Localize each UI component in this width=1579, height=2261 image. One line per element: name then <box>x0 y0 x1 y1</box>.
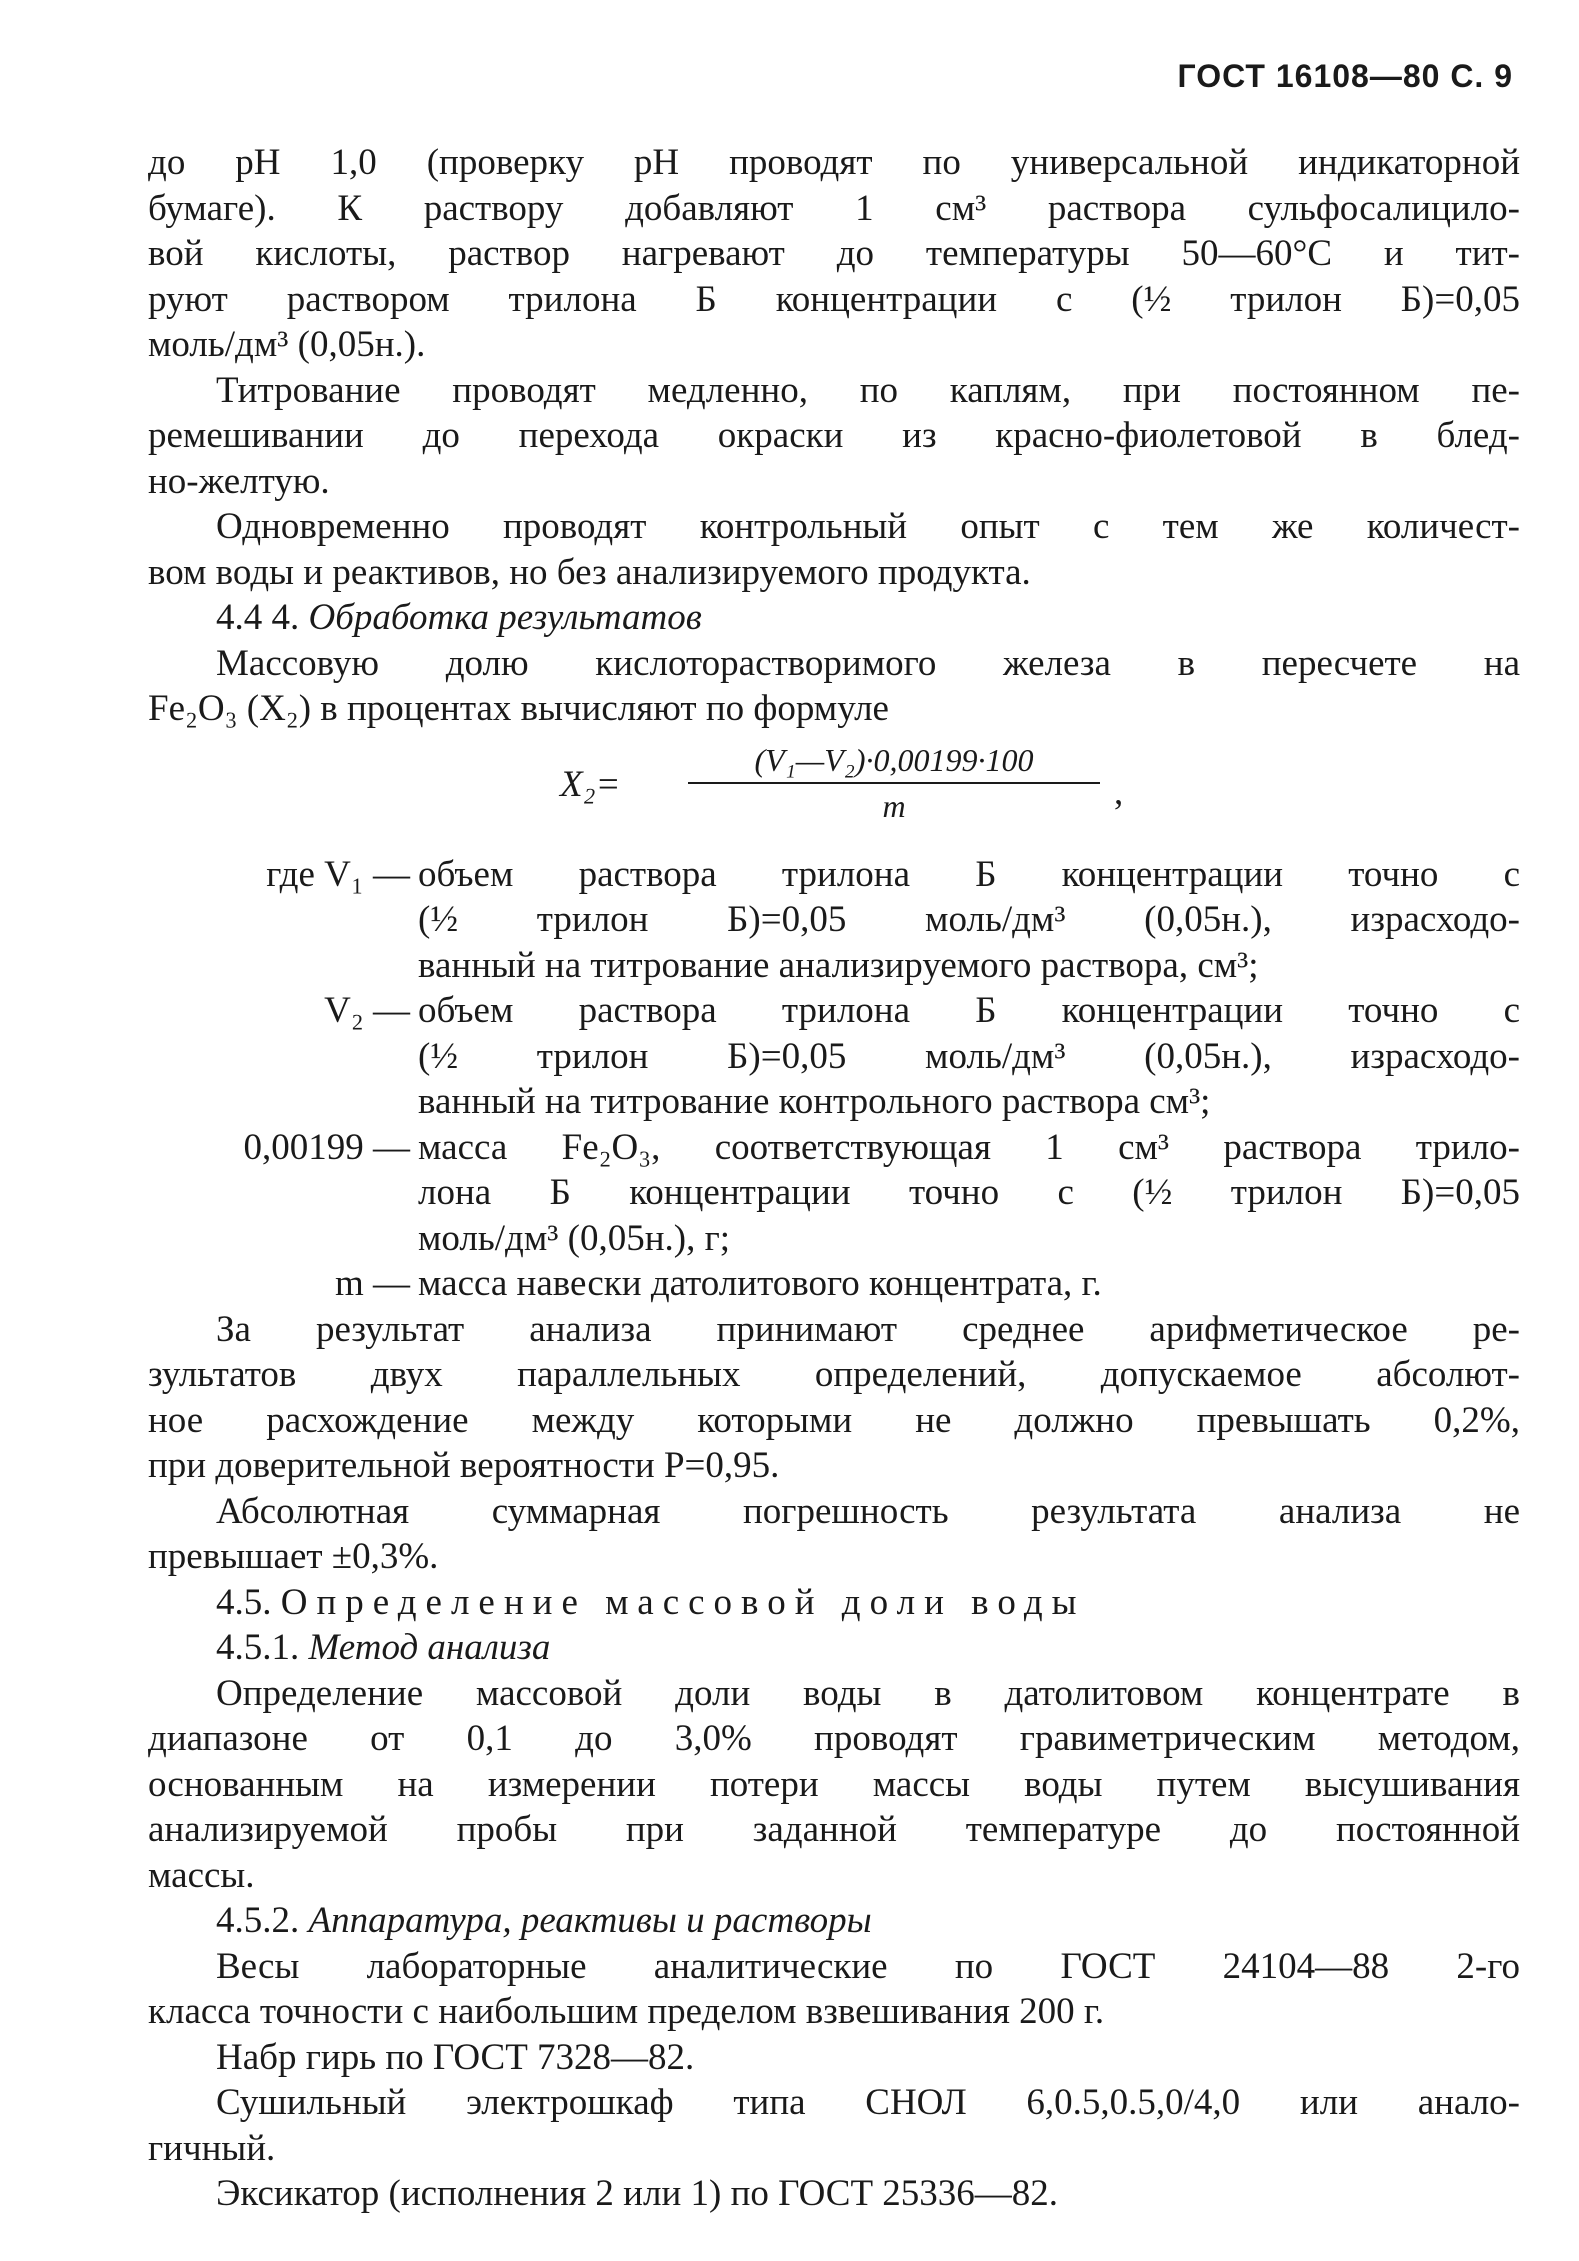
definition-description <box>410 1125 1520 1262</box>
text-line: анализируемой пробы при заданной температуре до постоянной <box>148 1809 1520 1850</box>
text-line: бумаге). К раствору добавляют 1 см³ раствора сульфосалицило- <box>148 187 1520 229</box>
text-line: (½ трилон Б)=0,05 моль/дм³ (0,05н.), израсходо- <box>418 1035 1520 1077</box>
paragraph-absolute-error <box>148 1489 1520 1580</box>
text-line: Эксикатор (исполнения 2 или 1) по ГОСТ 25336—82. <box>216 2173 1059 2214</box>
text-line: вой кислоты, раствор нагревают до температуры 50—60°С и тит- <box>148 233 1520 274</box>
formula-x2 <box>148 740 1520 838</box>
paragraph-desiccator <box>148 2171 1520 2217</box>
text-line: моль/дм³ (0,05н.), г; <box>418 1217 731 1259</box>
formula-trailing-comma: , <box>1114 771 1124 813</box>
definition-description <box>410 988 1520 1125</box>
formula-denominator: m <box>882 787 906 824</box>
formula-lhs: X₂= <box>560 763 621 805</box>
definition-coefficient <box>148 1125 1520 1262</box>
paragraph-titration-setup <box>148 140 1520 368</box>
text-line: до pH 1,0 (проверку pH проводят по универсальной индикаторной <box>148 142 1520 183</box>
variable-definitions <box>148 852 1520 1307</box>
document-body <box>148 140 1520 2217</box>
paragraph-control-test <box>148 504 1520 595</box>
text-line: массы. <box>148 1854 255 1896</box>
text-line: моль/дм³ (0,05н.). <box>148 324 426 365</box>
text-line: руют раствором трилона Б концентрации c (½ трилон Б)=0,05 <box>148 278 1520 320</box>
text-line: вом воды и реактивов, но без анализируемого продукта. <box>148 551 1031 593</box>
section-number: 4.5. <box>216 1581 272 1623</box>
text-line: класса точности с наибольшим пределом взвешивания 200 г. <box>148 1991 1105 2032</box>
paragraph-weights <box>148 2035 1520 2081</box>
section-title: Определение массовой доли воды <box>280 1581 1086 1623</box>
definition-term: где V₁ — <box>266 853 410 895</box>
text-line: лона Б концентрации точно c (½ трилон Б)=0,05 <box>418 1172 1520 1213</box>
section-title: Аппаратура, реактивы и растворы <box>308 1900 872 1941</box>
text-line: ное расхождение между которыми не должно превышать 0,2%, <box>148 1399 1520 1441</box>
definition-term: 0,00199 — <box>243 1126 410 1168</box>
section-number: 4.4 4. <box>216 597 300 638</box>
text-line: Определение массовой доли воды в датолитовом концентрате в <box>216 1672 1520 1714</box>
section-heading-4-4-4 <box>148 595 1520 641</box>
text-line: превышает ±0,3%. <box>148 1536 439 1577</box>
formula-fraction <box>688 740 1100 828</box>
paragraph-titration-procedure <box>148 368 1520 505</box>
paragraph-scales <box>148 1944 1520 2035</box>
text-line: ремешивании до перехода окраски из красно-фиолетовой в блед- <box>148 415 1520 456</box>
definition-v2 <box>148 988 1520 1125</box>
section-heading-4-5-2 <box>148 1898 1520 1944</box>
definition-description <box>410 852 1520 989</box>
text-line: но-желтую. <box>148 460 330 502</box>
text-line: объем раствора трилона Б концентрации точно c <box>418 990 1520 1031</box>
text-line: основанным на измерении потери массы воды путем высушивания <box>148 1763 1520 1805</box>
definition-term: V₂ — <box>324 990 410 1031</box>
section-heading-4-5 <box>148 1580 1520 1626</box>
formula-numerator: (V₁—V₂)·0,00199·100 <box>688 740 1100 784</box>
definition-description <box>410 1261 1520 1307</box>
text-line: ванный на титрование анализируемого раствора, см³; <box>418 944 1259 986</box>
text-line: объем раствора трилона Б концентрации точно c <box>418 853 1520 895</box>
definition-v1 <box>148 852 1520 989</box>
text-line: масса навески датолитового концентрата, г. <box>418 1263 1102 1304</box>
text-line: масса Fe₂O₃, соответствующая 1 см³ раствора трило- <box>418 1126 1520 1168</box>
text-line: За результат анализа принимают среднее арифметическое ре- <box>216 1308 1520 1350</box>
text-line: Весы лабораторные аналитические по ГОСТ 24104—88 2-го <box>216 1945 1520 1987</box>
text-line: зультатов двух параллельных определений, допускаемое абсолют- <box>148 1354 1520 1395</box>
page-header: ГОСТ 16108—80 С. 9 <box>1177 58 1513 94</box>
section-heading-4-5-1 <box>148 1625 1520 1671</box>
text-line: Fe₂O₃ (X₂) в процентах вычисляют по формуле <box>148 688 889 729</box>
paragraph-drying-oven <box>148 2080 1520 2171</box>
section-number: 4.5.1. <box>216 1627 300 1668</box>
text-line: Абсолютная суммарная погрешность результата анализа не <box>216 1490 1520 1532</box>
text-line: гичный. <box>148 2127 276 2169</box>
paragraph-result-definition <box>148 1307 1520 1489</box>
definition-m <box>148 1261 1520 1307</box>
text-line: диапазоне от 0,1 до 3,0% проводят гравиметрическим методом, <box>148 1718 1520 1759</box>
text-line: Массовую долю кислоторастворимого железа в пересчете на <box>216 642 1520 684</box>
section-number: 4.5.2. <box>216 1900 300 1941</box>
text-line: (½ трилон Б)=0,05 моль/дм³ (0,05н.), израсходо- <box>418 899 1520 940</box>
text-line: при доверительной вероятности P=0,95. <box>148 1445 780 1486</box>
definition-term: m — <box>334 1263 410 1304</box>
paragraph-formula-intro <box>148 641 1520 732</box>
text-line: Сушильный электрошкаф типа СНОЛ 6,0.5,0.5,0/4,0 или анало- <box>216 2082 1520 2123</box>
text-line: Одновременно проводят контрольный опыт с тем же количест- <box>216 506 1520 547</box>
paragraph-method <box>148 1671 1520 1899</box>
text-line: Набр гирь по ГОСТ 7328—82. <box>216 2036 695 2078</box>
section-title: Обработка результатов <box>308 597 702 638</box>
text-line: Титрование проводят медленно, по каплям, при постоянном пе- <box>216 369 1520 411</box>
section-title: Метод анализа <box>308 1627 551 1668</box>
text-line: ванный на титрование контрольного раствора см³; <box>418 1081 1211 1122</box>
